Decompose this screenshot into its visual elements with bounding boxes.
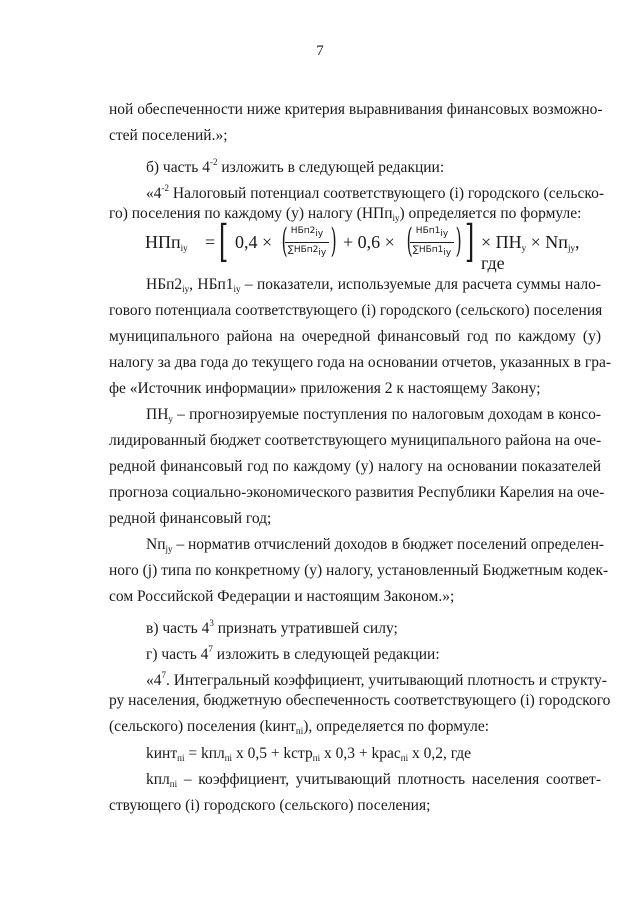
paragraph-line: гового потенциала соответствующего (i) городского (сельского) поселения [109, 302, 603, 319]
paragraph-line: ного (j) типа по конкретному (y) налогу, установленный Бюджетным кодек- [109, 562, 609, 579]
paragraph-line: сом Российской Федерации и настоящим Законом.»; [109, 588, 455, 605]
fraction-1: $НБп2_{iy}$ $\sum НБп2_{iy}$ [285, 226, 329, 259]
integral-coefficient-formula: kинт$_{пi}$ = kпл$_{пi}$ х 0,5 + kстр$_{пi}$ х 0,3 + kрас$_{пi}$ х 0,2, где [146, 745, 472, 763]
formula-equals: = [205, 232, 216, 252]
paragraph-line: в) часть $4^3$ признать утратившей силу; [146, 618, 398, 637]
right-bracket: ] [464, 216, 475, 267]
paragraph-line: б) часть $4^{-2}$ изложить в следующей редакции: [146, 157, 445, 176]
paragraph-line: прогноза социально-экономического развития Республики Карелия на оче- [109, 484, 605, 501]
right-paren: ) [455, 221, 462, 261]
right-paren: ) [330, 221, 337, 261]
formula-coef-1: 0,4 × [235, 232, 273, 252]
left-bracket: [ [218, 216, 229, 267]
paragraph-line: $Nп_{jy}$ – норматив отчислений доходов в бюджет поселений определен- [146, 536, 605, 554]
paragraph-line: фе «Источник информации» приложения 2 к настоящему Закону; [109, 380, 541, 397]
paragraph-line: «$4^7$. Интегральный коэффициент, учитывающий плотность и структу- [146, 670, 607, 689]
paragraph-line: $НБп2_{iy}$, $НБп1_{iy}$ – показатели, используемые для расчета суммы нало- [146, 276, 601, 294]
paragraph-line: редной финансовый год по каждому (y) налогу на основании показателей [109, 458, 601, 475]
paragraph-line: муниципального района на очередной финансовый год по каждому (y) [109, 328, 601, 345]
paragraph-line: kпл$_{пi}$ – коэффициент, учитывающий плотность населения соответ- [146, 771, 601, 789]
left-paren: ( [406, 221, 413, 261]
page-number: 7 [316, 43, 324, 59]
paragraph-line: «$4^{-2}$ Налоговый потенциал соответствующего (i) городского (сельско- [146, 183, 604, 202]
paragraph-line: ру населения, бюджетную обеспеченность соответствующего (i) городского [109, 692, 611, 709]
paragraph-line: го) поселения по каждому (y) налогу (НПп$_{iy}$) определяется по формуле: [109, 205, 582, 223]
paragraph-line: ствующего (i) городского (сельского) поселения; [109, 797, 431, 814]
tax-potential-formula [145, 216, 605, 273]
left-paren: ( [281, 221, 288, 261]
paragraph-line: ной обеспеченности ниже критерия выравнивания финансовых возможно- [109, 101, 603, 118]
paragraph-line: редной финансовый год; [109, 510, 272, 527]
paragraph-line: стей поселений.»; [109, 127, 228, 144]
fraction-2: $НБп1_{iy}$ $\sum НБп1_{iy}$ [410, 226, 454, 259]
paragraph-line: (сельского) поселения (kинт$_{пi}$), определяется по формуле: [109, 718, 490, 736]
paragraph-line: г) часть $4^7$ изложить в следующей редакции: [146, 644, 440, 663]
paragraph-line: $ПН_y$ – прогнозируемые поступления по налоговым доходам в консо- [146, 406, 601, 424]
paragraph-line: лидированный бюджет соответствующего муниципального района на оче- [109, 432, 602, 449]
formula-tail: × $ПН_y \times Nп_{jy}$, где [481, 232, 580, 273]
formula-lhs: НПп$_{iy}$ [145, 232, 188, 253]
paragraph-line: налогу за два года до текущего года на основании отчетов, указанных в гра- [109, 354, 612, 371]
formula-coef-2: + 0,6 × [343, 232, 395, 252]
